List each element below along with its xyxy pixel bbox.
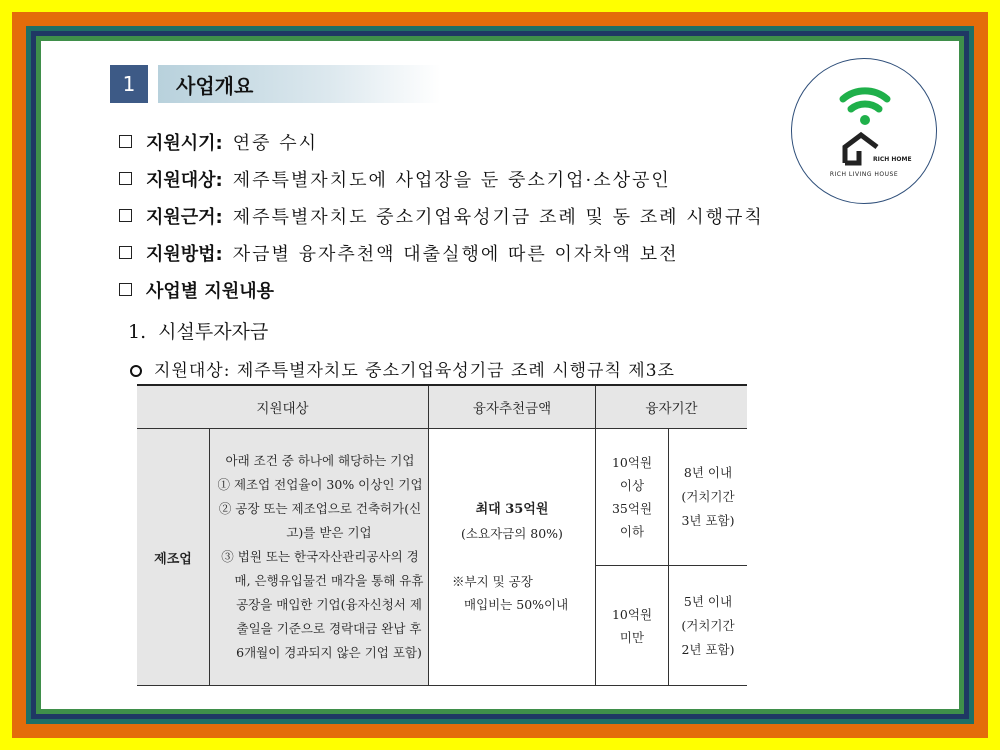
bullet-label: 사업별 지원내용 [146,280,274,302]
logo [791,58,937,204]
checkbox-icon [119,246,132,259]
tier-line: 35억원 [611,501,653,516]
section-title: 사업개요 [176,73,254,98]
header-term: 융자기간 [596,385,748,429]
table-row [137,429,747,566]
bullet-support-target [119,160,764,197]
bullet-program-details [119,271,764,308]
bullet-value: 제주특별자치도에 사업장을 둔 중소기업·소상공인 [232,169,671,191]
tier-line: 이상 [619,478,645,493]
subsection-number: 1. [128,321,147,343]
overview-list [119,123,764,308]
section-number: 1 [110,65,148,103]
amount-note-line: ※부지 및 공장 [452,574,533,589]
term-cell-small [669,566,748,686]
logo-caption: RICH LIVING HOUSE [829,171,899,178]
condition-item: ② 공장 또는 제조업으로 건축허가(신고)를 받은 기업 [218,501,422,540]
tier-line: 미만 [619,629,645,645]
logo-graphic [792,59,938,205]
slide [41,41,959,709]
amount-cell [429,429,596,686]
header-target: 지원대상 [137,385,429,429]
section-title-bar [158,65,441,103]
subsection-heading [128,317,268,344]
bullet-support-method [119,234,764,271]
header-amount: 융자추천금액 [429,385,596,429]
checkbox-icon [119,135,132,148]
logo-brand-mark: RICH HOME [873,156,912,163]
target-line [130,356,675,381]
term-line: 5년 이내 [683,593,733,609]
bullet-value: 제주특별자치도 중소기업육성기금 조례 및 동 조례 시행규칙 [232,206,764,228]
industry-cell: 제조업 [137,429,210,686]
bullet-label: 지원근거: [146,206,223,228]
amount-note [430,570,594,616]
term-line: 2년 포함) [681,641,735,657]
bullet-legal-basis [119,197,764,234]
condition-item: ① 제조업 전업율이 30% 이상인 기업 [217,477,423,492]
tier-line: 10억원 [611,455,653,470]
target-line-text: 지원대상: 제주특별자치도 중소기업육성기금 조례 시행규칙 제3조 [154,361,675,381]
bullet-label: 지원시기: [146,132,223,154]
subsection-title: 시설투자자금 [158,321,269,343]
checkbox-icon [119,209,132,222]
tier-line: 10억원 [611,606,653,622]
term-line: (거치기간 [681,489,735,504]
term-cell-large [669,429,748,566]
bullet-support-period [119,123,764,160]
tier-line: 이하 [619,524,645,539]
amount-sub: (소요자금의 80%) [461,526,563,541]
amount-note-line: 매입비는 50%이내 [464,597,569,612]
checkbox-icon [119,172,132,185]
condition-intro: 아래 조건 중 하나에 해당하는 기업 [225,453,415,468]
term-line: 8년 이내 [683,465,733,480]
term-line: 3년 포함) [681,513,735,528]
term-line: (거치기간 [681,617,735,633]
condition-item: ③ 법원 또는 한국자산관리공사의 경매, 은행유입물건 매각을 통해 유휴공장을 매입한 기업(융자신청서 제출일을 기준으로 경락대금 완납 후 6개월이 경과되지 않은 기업 포함) [221,549,424,660]
bullet-value: 자금별 융자추천액 대출실행에 따른 이자차액 보전 [232,243,679,265]
tier-cell-small [596,566,669,686]
table-header-row [137,385,747,429]
bullet-label: 지원방법: [146,243,223,265]
checkbox-icon [119,283,132,296]
bullet-label: 지원대상: [146,169,223,191]
amount-main: 최대 35억원 [475,502,549,517]
facility-fund-table [137,384,747,686]
tier-cell-large [596,429,669,566]
wifi-dot [860,115,870,125]
wifi-icon [843,91,887,109]
bullet-value: 연중 수시 [232,132,319,154]
conditions-cell [210,429,429,686]
circle-bullet-icon [130,365,142,377]
